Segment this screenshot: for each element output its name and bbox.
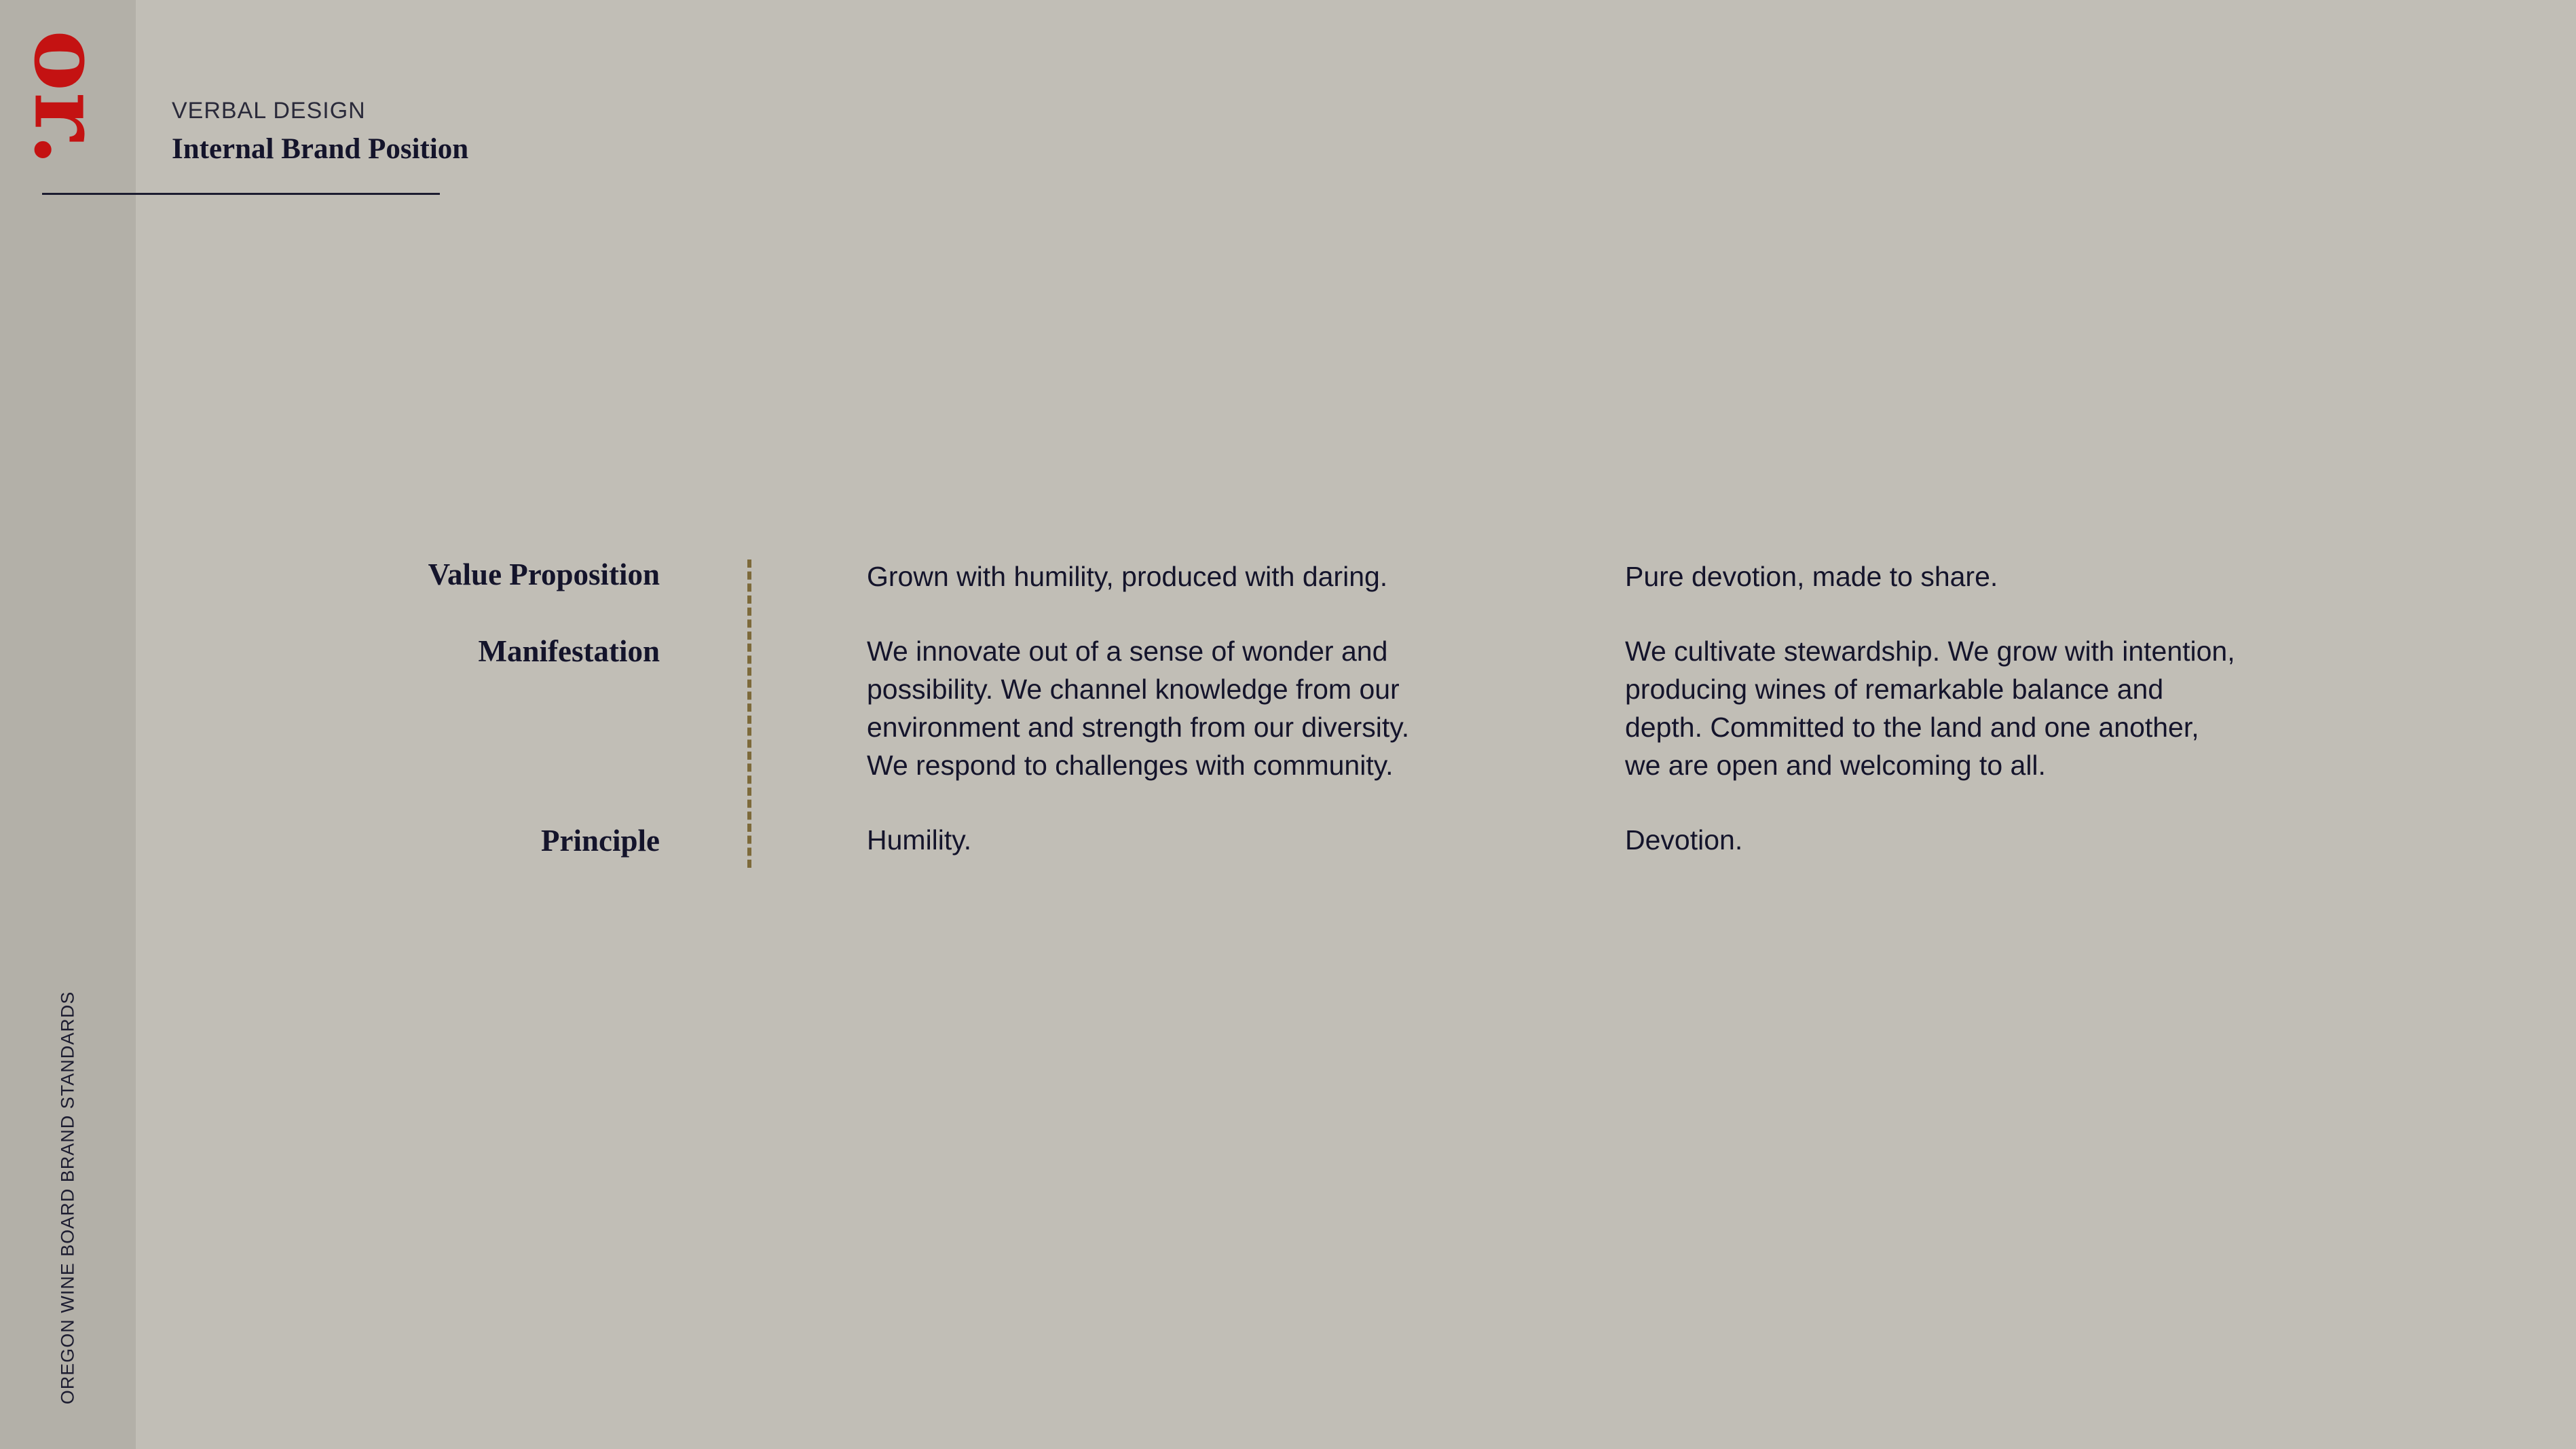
principle-text-a: Humility. — [867, 824, 972, 856]
brand-logo: or. — [14, 30, 122, 167]
manifestation-text-a: We innovate out of a sense of wonder and possibility. We channel knowledge from our environment and strength from our diversity. We respond to challenges with community. — [867, 636, 1410, 781]
manifestation-text-b: We cultivate stewardship. We grow with intention, producing wines of remarkable balance and depth. Committed to the land and one another, we are open and welcoming to all. — [1625, 636, 2235, 781]
section-label: VERBAL DESIGN — [172, 98, 366, 124]
page-title: Internal Brand Position — [172, 133, 469, 165]
value-proposition-text-b: Pure devotion, made to share. — [1625, 561, 1998, 592]
value-proposition-text-a: Grown with humility, produced with daring. — [867, 561, 1388, 592]
column-divider — [747, 560, 751, 868]
row-label-principle: Principle — [541, 824, 660, 858]
row-label-value-proposition: Value Proposition — [428, 557, 660, 591]
sidebar-footer-text: OREGON WINE BOARD BRAND STANDARDS — [57, 991, 78, 1405]
principle-text-b: Devotion. — [1625, 824, 1743, 856]
sidebar — [0, 0, 136, 1449]
row-label-manifestation: Manifestation — [478, 634, 660, 668]
header-divider — [42, 193, 440, 195]
